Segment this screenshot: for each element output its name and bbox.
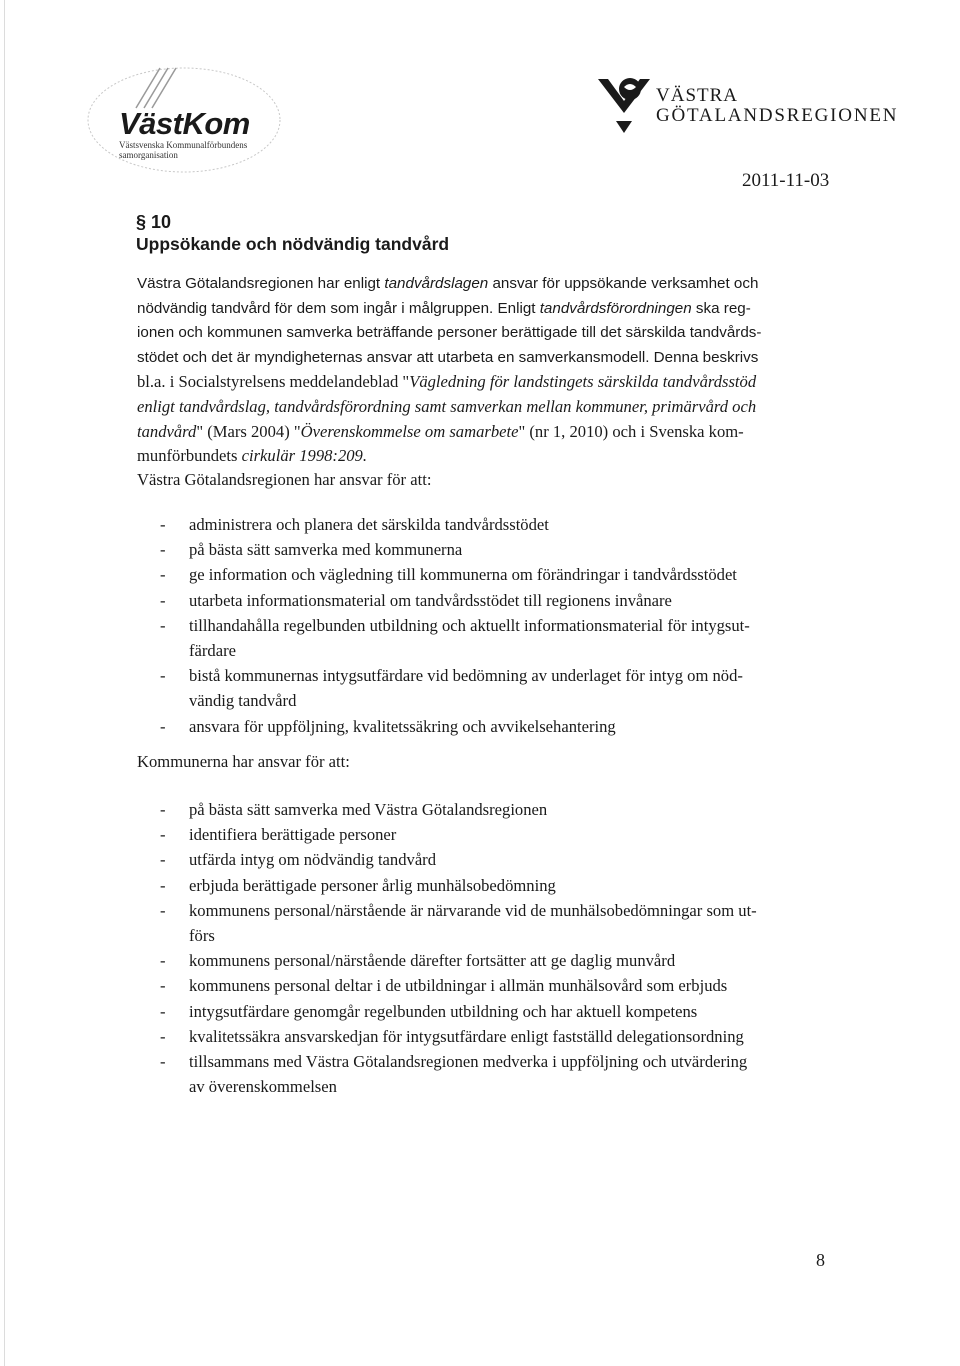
list-item [160,973,757,998]
list-item-continuation: vändig tandvård [189,691,297,711]
page-number: 8 [816,1250,825,1270]
section-heading [136,211,449,255]
list-item-text: - utfärda intyg om nödvändig tandvård [189,850,437,870]
vastkom-logo-subtitle: Västsvenska Kommunalförbundens samorganisation [119,140,248,160]
vgr-logo-line2: GÖTALANDSREGIONEN [656,105,899,126]
list-item [160,537,750,562]
list-item-text: - ansvara för uppföljning, kvalitetssäkring och avvikelsehantering [189,716,616,736]
municipality-responsibility-list [160,797,757,1099]
list-item [160,714,750,739]
list-item-text: - tillsammans med Västra Götalandsregionen medverka i uppföljning och utvärdering [189,1052,748,1072]
list-item [160,822,757,847]
list-item [160,512,750,537]
list-item-text: - tillhandahålla regelbunden utbildning och aktuellt informationsmaterial för intygsut- [189,615,750,635]
region-responsibility-list [160,512,750,739]
list-item [160,873,757,898]
paragraph-line: stödet och det är myndigheternas ansvar att utarbeta en samverkansmodell. Denna beskrivs [137,348,759,366]
region-responsibility-heading: Västra Götalandsregionen har ansvar för att: [137,470,432,489]
list-item [160,663,750,713]
section-number: § 10 [136,212,172,232]
paragraph-line: tandvård" (Mars 2004) "Överenskommelse om samarbete" (nr 1, 2010) och i Svenska kom- [137,421,744,441]
list-item [160,797,757,822]
vgr-logo-mark-icon [594,73,654,137]
intro-paragraph [137,272,837,469]
document-date: 2011-11-03 [742,170,830,191]
list-item-text: - bistå kommunernas intygsutfärdare vid bedömning av underlaget för intyg om nöd- [189,666,743,686]
list-item-text: - på bästa sätt samverka med kommunerna [189,540,463,560]
list-item [160,588,750,613]
section-title: Uppsökande och nödvändig tandvård [136,234,450,254]
vastra-gotalandsregionen-logo [594,73,914,143]
vgr-logo-line1: VÄSTRA [656,85,739,106]
list-item-text: - ge information och vägledning till kommunerna om förändringar i tandvårdsstödet [189,565,737,585]
municipality-responsibility-heading: Kommunerna har ansvar för att: [137,752,350,771]
paragraph-line: bl.a. i Socialstyrelsens meddelandeblad "Vägledning för landstingets särskilda tandvårdsstöd [137,372,757,392]
paragraph-line: ionen och kommunen samverka beträffande personer berättigade till det särskilda tandvårds- [137,324,762,342]
paragraph-line: Västra Götalandsregionen har enligt tandvårdslagen ansvar för uppsökande verksamhet och [137,275,759,292]
list-item-text: - identifiera berättigade personer [189,825,397,845]
list-item-text: - kommunens personal/närstående därefter fortsätter att ge daglig munvård [189,951,676,971]
list-item [160,898,757,948]
list-item [160,1049,757,1099]
scan-edge-line [4,0,5,1366]
list-item-text: - administrera och planera det särskilda tandvårdsstödet [189,515,549,534]
list-item-text: - intygsutfärdare genomgår regelbunden utbildning och har aktuell kompetens [189,1001,698,1021]
paragraph-line: munförbundets cirkulär 1998:209. [137,446,367,466]
list-item-continuation: färdare [189,641,236,661]
list-item-text: - på bästa sätt samverka med Västra Götalandsregionen [189,800,548,819]
vastkom-logo [84,58,284,178]
list-item-text: - erbjuda berättigade personer årlig munhälsobedömning [189,875,556,895]
list-item [160,948,757,973]
list-item [160,613,750,663]
paragraph-line: nödvändig tandvård för dem som ingår i målgruppen. Enligt tandvårdsförordningen ska reg- [137,299,751,317]
list-item-continuation: förs [189,926,215,946]
list-item-text: - kommunens personal/närstående är närvarande vid de munhälsobedömningar som ut- [189,900,757,920]
list-item-text: - kvalitetssäkra ansvarskedjan för intygsutfärdare enligt fastställd delegationsordning [189,1026,744,1046]
list-item-continuation: av överenskommelsen [189,1077,337,1097]
vastkom-logo-name: VästKom [119,106,250,141]
list-item-text: - utarbeta informationsmaterial om tandvårdsstödet till regionens invånare [189,590,672,610]
list-item [160,562,750,587]
list-item [160,1024,757,1049]
list-item-text: - kommunens personal deltar i de utbildningar i allmän munhälsovård som erbjuds [189,976,728,996]
paragraph-line: enligt tandvårdslag, tandvårdsförordning samt samverkan mellan kommuner, primärvård och [137,396,757,416]
list-item [160,847,757,872]
list-item [160,999,757,1024]
